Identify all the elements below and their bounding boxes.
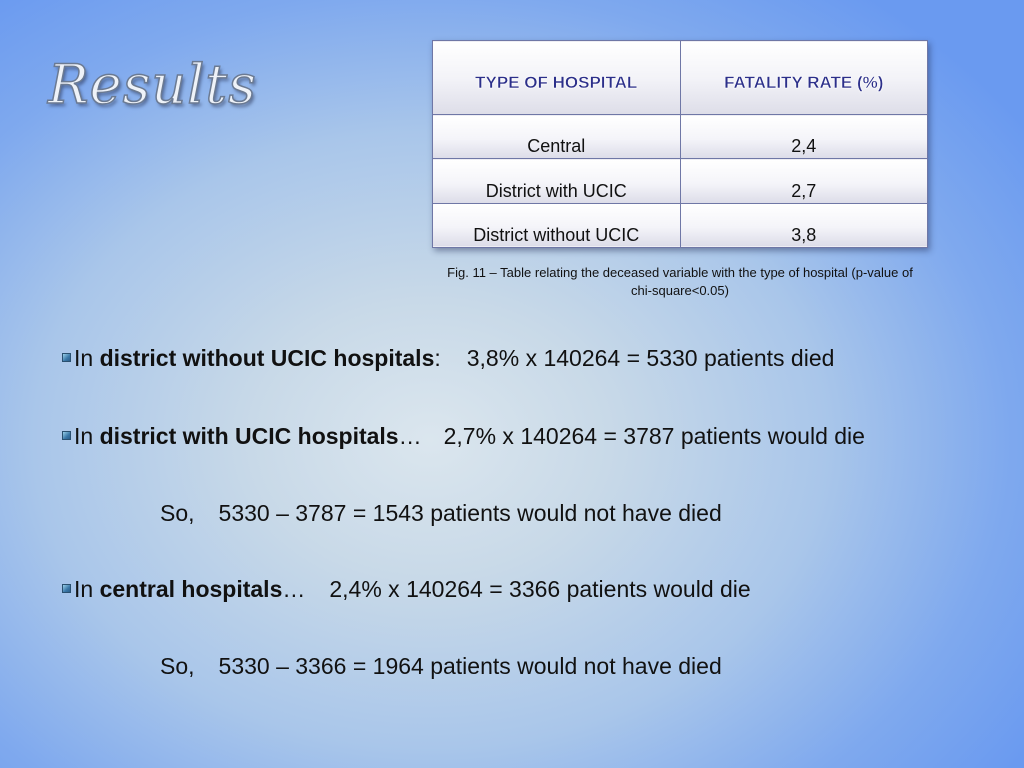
bullet-suffix: : bbox=[434, 345, 441, 371]
table-cell-fatality-rate: 2,7 bbox=[680, 159, 928, 203]
conclusion-lead: So, bbox=[160, 500, 195, 526]
bullet-suffix: … bbox=[398, 423, 422, 449]
bullet-district-with-ucic bbox=[62, 422, 865, 450]
bullet-formula: 3,8% x 140264 = 5330 patients died bbox=[466, 345, 835, 371]
fatality-table bbox=[432, 40, 928, 248]
conclusion-line bbox=[160, 652, 722, 680]
bullet-bold-label: district without UCIC hospitals bbox=[99, 345, 435, 371]
bullet-bold-label: district with UCIC hospitals bbox=[99, 423, 399, 449]
bullet-formula: 2,4% x 140264 = 3366 patients would die bbox=[329, 576, 751, 602]
table-header-row bbox=[433, 41, 928, 115]
square-bullet-icon bbox=[62, 584, 71, 593]
table-cell-hospital-type: Central bbox=[433, 115, 681, 159]
table-caption: Fig. 11 – Table relating the deceased variable with the type of hospital (p-value of chi-square<0.05) bbox=[447, 265, 913, 298]
table-cell-fatality-rate: 2,4 bbox=[680, 115, 928, 159]
table-row bbox=[433, 203, 928, 247]
table-cell-fatality-rate: 3,8 bbox=[680, 203, 928, 247]
bullet-bold-label: central hospitals bbox=[99, 576, 283, 602]
bullet-formula: 2,7% x 140264 = 3787 patients would die bbox=[443, 423, 865, 449]
bullet-district-without-ucic bbox=[62, 344, 834, 372]
table-row bbox=[433, 115, 928, 159]
column-header-fatality-rate: FATALITY RATE (%) bbox=[680, 41, 928, 115]
column-header-hospital-type: TYPE OF HOSPITAL bbox=[433, 41, 681, 115]
bullet-prefix: In bbox=[74, 345, 100, 371]
fatality-table-container bbox=[432, 40, 928, 248]
table-row bbox=[433, 159, 928, 203]
conclusion-text: 5330 – 3366 = 1964 patients would not have died bbox=[218, 653, 722, 679]
table-cell-hospital-type: District with UCIC bbox=[433, 159, 681, 203]
bullet-prefix: In bbox=[74, 576, 100, 602]
table-cell-hospital-type: District without UCIC bbox=[433, 203, 681, 247]
slide-title: Results bbox=[48, 53, 257, 116]
conclusion-lead: So, bbox=[160, 653, 195, 679]
square-bullet-icon bbox=[62, 431, 71, 440]
conclusion-line bbox=[160, 499, 722, 527]
conclusion-text: 5330 – 3787 = 1543 patients would not have died bbox=[218, 500, 722, 526]
square-bullet-icon bbox=[62, 353, 71, 362]
bullet-central-hospitals bbox=[62, 575, 751, 603]
bullet-prefix: In bbox=[74, 423, 100, 449]
bullet-suffix: … bbox=[282, 576, 306, 602]
